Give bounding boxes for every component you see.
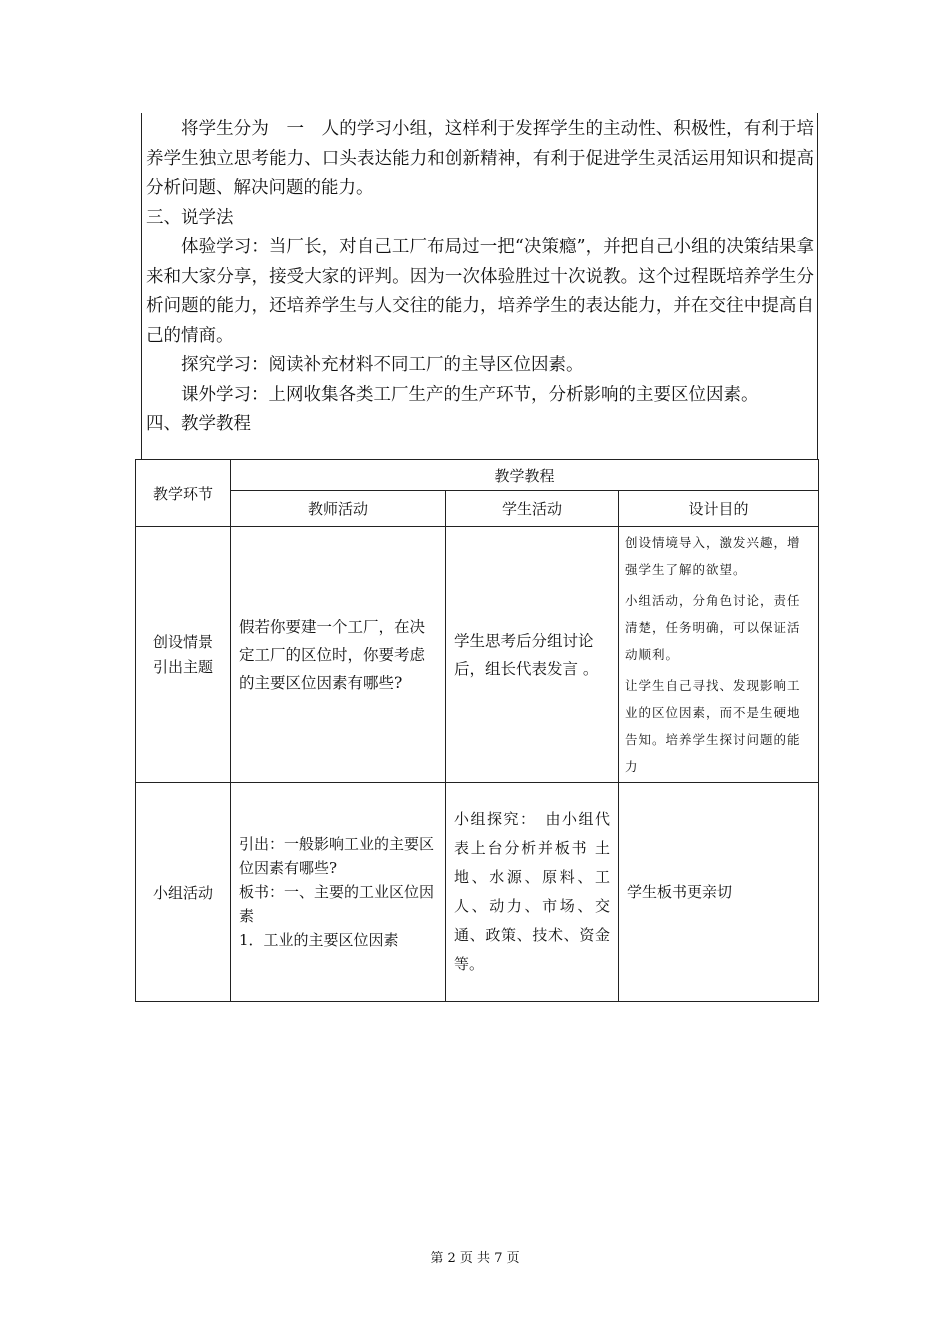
table-row <box>136 783 819 1002</box>
heading-learning-method: 三、说学法 <box>146 207 234 228</box>
stage-line-2: 引出主题 <box>152 657 213 676</box>
stage-line-1: 创设情景 <box>152 632 213 651</box>
header-student: 学生活动 <box>446 491 619 527</box>
teacher-text: 假若你要建一个工厂，在决定工厂的区位时，你要考虑的主要区位因素有哪些? <box>239 617 426 692</box>
page-number: 第 2 页 共 7 页 <box>430 1251 520 1266</box>
table-row <box>136 527 819 783</box>
student-text: 小组探究： 由小组代表上台分析并板书 土地、水源、原料、工人、动力、市场、交通、政策、技术、资金等。 <box>454 810 610 973</box>
header-teacher: 教师活动 <box>231 491 446 527</box>
paragraph-grouping: 将学生分为 一 人的学习小组，这样利于发挥学生的主动性、积极性，有利于培养学生独立思考能力、口头表达能力和创新精神，有利于促进学生灵活运用知识和提高分析问题、解决问题的能力。 <box>146 119 814 198</box>
lesson-prose <box>146 115 814 440</box>
purpose-text-1: 创设情境导入，激发兴趣，增强学生了解的欲望。 <box>625 535 801 577</box>
purpose-text-2: 小组活动，分角色讨论，责任清楚，任务明确，可以保证活动顺利。 <box>625 593 801 662</box>
purpose-cell <box>619 527 819 783</box>
student-cell <box>446 527 619 783</box>
student-text: 学生思考后分组讨论后，组长代表发言 。 <box>454 631 599 678</box>
header-purpose: 设计目的 <box>619 491 819 527</box>
header-stage: 教学环节 <box>136 460 231 527</box>
table-header-row <box>136 460 819 491</box>
stage-cell: 小组活动 <box>136 783 231 1002</box>
paragraph-experiential: 体验学习：当厂长，对自己工厂布局过一把“决策瘾”，并把自己小组的决策结果拿来和大家分享，接受大家的评判。因为一次体验胜过十次说教。这个过程既培养学生分析问题的能力，还培养学生与人交往的能力，培养学生的表达能力，并在交往中提高自己的情商。 <box>146 237 814 346</box>
teacher-text-1: 引出：一般影响工业的主要区位因素有哪些? <box>239 835 435 877</box>
purpose-cell <box>619 783 819 1002</box>
teacher-cell <box>231 783 446 1002</box>
teacher-text-3: 1．工业的主要区位因素 <box>239 931 399 949</box>
header-process: 教学教程 <box>231 460 819 491</box>
purpose-text: 学生板书更亲切 <box>627 882 733 901</box>
table-subheader-row <box>136 491 819 527</box>
teaching-process-table <box>135 459 819 1002</box>
paragraph-inquiry: 探究学习：阅读补充材料不同工厂的主导区位因素。 <box>181 355 584 375</box>
heading-teaching-process: 四、教学教程 <box>146 414 251 434</box>
student-cell <box>446 783 619 1002</box>
purpose-text-3: 让学生自己寻找、发现影响工业的区位因素，而不是生硬地告知。培养学生探讨问题的能力 <box>625 678 801 774</box>
teacher-cell <box>231 527 446 783</box>
paragraph-extracurricular: 课外学习：上网收集各类工厂生产的生产环节，分析影响的主要区位因素。 <box>181 384 759 405</box>
teacher-text-2: 板书：一、主要的工业区位因素 <box>239 883 435 925</box>
stage-cell <box>136 527 231 783</box>
